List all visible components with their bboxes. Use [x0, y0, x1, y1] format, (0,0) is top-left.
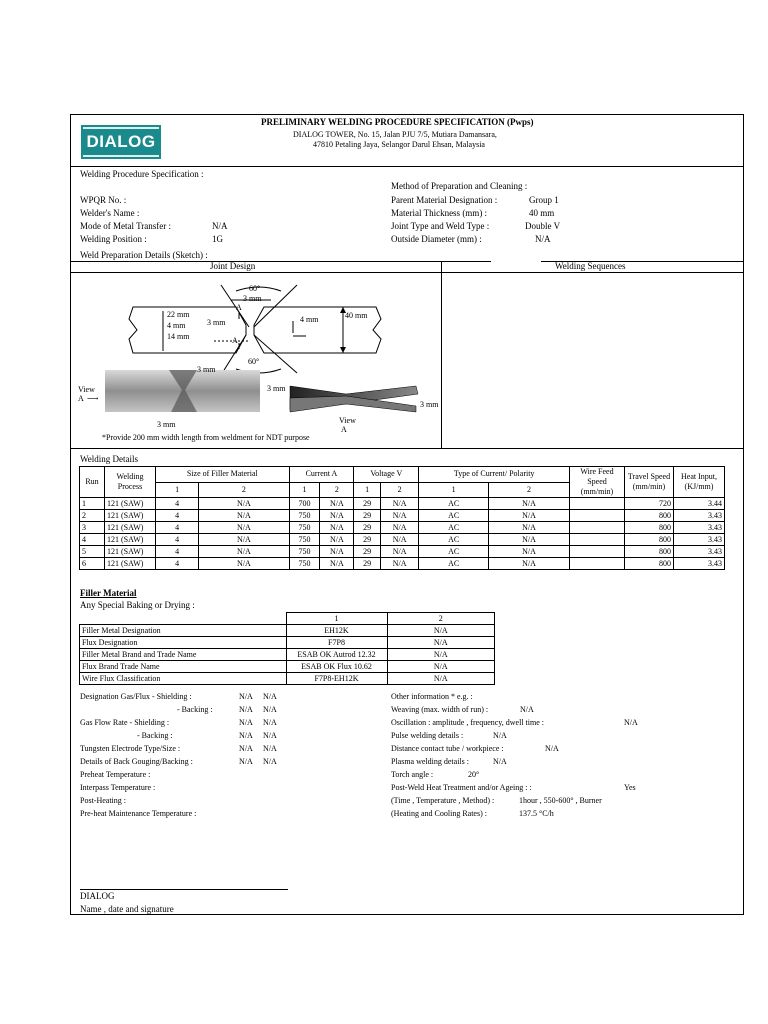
- diameter-label: Outside Diameter (mm) :: [391, 234, 482, 244]
- cell-p1: AC: [419, 498, 489, 510]
- address-line-2: 47810 Petaling Jaya, Selangor Darul Ehsan, Malaysia: [313, 140, 485, 149]
- cell-p1: AC: [419, 546, 489, 558]
- sketch-bottom-divider: [71, 448, 743, 449]
- distance-value: N/A: [545, 744, 559, 753]
- wps-label: Welding Procedure Specification :: [80, 169, 204, 179]
- cell-process: 121 (SAW): [105, 522, 156, 534]
- filler-material-heading: Filler Material: [80, 588, 137, 598]
- col-filler: Size of Filler Material: [156, 467, 290, 483]
- preheat-maint-label: Pre-heat Maintenance Temperature :: [80, 809, 197, 818]
- cell-v1: 29: [354, 558, 381, 570]
- plasma-value: N/A: [493, 757, 507, 766]
- cell-v1: 29: [354, 498, 381, 510]
- weld-prep-label: Weld Preparation Details (Sketch) :: [80, 250, 208, 260]
- filler-cell-label: Flux Brand Trade Name: [80, 661, 287, 673]
- cell-p2: N/A: [488, 522, 569, 534]
- cell-c1: 750: [289, 534, 320, 546]
- dim-14mm-label: 14 mm: [167, 332, 190, 341]
- cell-wire: [570, 522, 625, 534]
- filler-row: [80, 637, 495, 649]
- filler-corner: [80, 613, 287, 625]
- cell-v2: N/A: [380, 498, 418, 510]
- cell-c1: 750: [289, 522, 320, 534]
- cell-process: 121 (SAW): [105, 534, 156, 546]
- table-row: [80, 534, 725, 546]
- cell-p2: N/A: [488, 546, 569, 558]
- cell-run: 5: [80, 546, 105, 558]
- section-a-bottom-label: A: [232, 336, 238, 345]
- cell-v1: 29: [354, 546, 381, 558]
- cell-c2: N/A: [320, 498, 354, 510]
- distortion-dim-3mm-2: 3 mm: [420, 400, 439, 409]
- distance-label: Distance contact tube / workpiece :: [391, 744, 504, 753]
- photo-dim-3mm-top: 3 mm: [197, 365, 216, 374]
- weaving-label: Weaving (max. width of run) :: [391, 705, 489, 714]
- flow-shield-value-1: N/A: [239, 718, 253, 727]
- view2-a-label: A: [341, 425, 347, 434]
- dim-4mm-right-label: 4 mm: [300, 315, 319, 324]
- transfer-value: N/A: [212, 221, 228, 231]
- tungsten-label: Tungsten Electrode Type/Size :: [80, 744, 181, 753]
- cell-c1: 750: [289, 546, 320, 558]
- pwht-method-value: 1hour , 550-600° , Burner: [519, 796, 602, 805]
- other-info-label: Other information * e.g. :: [391, 692, 473, 701]
- document-title: PRELIMINARY WELDING PROCEDURE SPECIFICATION (Pwps): [261, 117, 534, 127]
- col-travel: Travel Speed (mm/min): [625, 467, 674, 498]
- filler-cell-v1: EH12K: [286, 625, 387, 637]
- thickness-label: Material Thickness (mm) :: [391, 208, 488, 218]
- flow-shield-value-2: N/A: [263, 718, 277, 727]
- cell-travel: 800: [625, 546, 674, 558]
- bevel-line-2: [254, 285, 297, 327]
- bevel-line-4: [254, 335, 297, 373]
- sub-voltage-2: 2: [380, 482, 418, 498]
- filler-cell-v2: N/A: [387, 625, 495, 637]
- cell-travel: 800: [625, 522, 674, 534]
- cell-heat: 3.43: [674, 558, 725, 570]
- cell-f2: N/A: [199, 558, 289, 570]
- sub-voltage-1: 1: [354, 482, 381, 498]
- cell-heat: 3.43: [674, 510, 725, 522]
- gouging-value-2: N/A: [263, 757, 277, 766]
- cell-c1: 750: [289, 558, 320, 570]
- oscillation-label: Oscillation : amplitude , frequency, dwell time :: [391, 718, 544, 727]
- sub-current-1: 1: [289, 482, 320, 498]
- col-wire-feed: Wire Feed Speed (mm/min): [570, 467, 625, 498]
- header-divider: [71, 166, 743, 167]
- cell-f1: 4: [156, 522, 199, 534]
- cell-c2: N/A: [320, 534, 354, 546]
- preheat-label: Preheat Temperature :: [80, 770, 151, 779]
- method-label: Method of Preparation and Cleaning :: [391, 181, 528, 191]
- filler-material-table: [79, 612, 495, 685]
- postheat-label: Post-Heating :: [80, 796, 126, 805]
- cell-run: 3: [80, 522, 105, 534]
- pulse-value: N/A: [493, 731, 507, 740]
- cell-wire: [570, 498, 625, 510]
- signature-company: DIALOG: [80, 891, 115, 901]
- gas-back-value-2: N/A: [263, 705, 277, 714]
- angle-top-label: 60°: [249, 284, 261, 293]
- cell-v2: N/A: [380, 510, 418, 522]
- filler-cell-label: Filler Metal Brand and Trade Name: [80, 649, 287, 661]
- flow-back-label: - Backing :: [137, 731, 173, 740]
- distortion-dim-3mm: 3 mm: [267, 384, 286, 393]
- pwht-method-label: (Time , Temperature , Method) :: [391, 796, 495, 805]
- cell-p1: AC: [419, 510, 489, 522]
- col-process: Welding Process: [105, 467, 156, 498]
- view-a-label: A: [78, 394, 84, 403]
- cell-c1: 700: [289, 498, 320, 510]
- flow-shield-label: Gas Flow Rate - Shielding :: [80, 718, 170, 727]
- table-row: [80, 510, 725, 522]
- cell-v1: 29: [354, 522, 381, 534]
- cell-f2: N/A: [199, 522, 289, 534]
- cell-v2: N/A: [380, 558, 418, 570]
- filler-cell-v2: N/A: [387, 637, 495, 649]
- cell-process: 121 (SAW): [105, 510, 156, 522]
- filler-col-2: 2: [387, 613, 495, 625]
- parent-material-value: Group 1: [529, 195, 559, 205]
- gouging-label: Details of Back Gouging/Backing :: [80, 757, 193, 766]
- cell-f2: N/A: [199, 546, 289, 558]
- view-arrow-icon: ⟶: [87, 394, 99, 403]
- cell-c1: 750: [289, 510, 320, 522]
- cell-heat: 3.43: [674, 546, 725, 558]
- sub-filler-1: 1: [156, 482, 199, 498]
- cell-f1: 4: [156, 546, 199, 558]
- cell-heat: 3.44: [674, 498, 725, 510]
- filler-cell-v2: N/A: [387, 673, 495, 685]
- cell-f1: 4: [156, 498, 199, 510]
- filler-row: [80, 661, 495, 673]
- cell-wire: [570, 558, 625, 570]
- gas-shield-value-1: N/A: [239, 692, 253, 701]
- cell-f1: 4: [156, 510, 199, 522]
- table-row: [80, 522, 725, 534]
- cell-p1: AC: [419, 558, 489, 570]
- cell-f1: 4: [156, 558, 199, 570]
- weld-macro-photo: [105, 370, 260, 412]
- rates-label: (Heating and Cooling Rates) :: [391, 809, 487, 818]
- photo-dim-3mm-bottom: 3 mm: [157, 420, 176, 429]
- sketch-top-divider: [71, 261, 491, 262]
- baking-label: Any Special Baking or Drying :: [80, 600, 195, 610]
- welding-sequences-heading: Welding Sequences: [555, 261, 626, 271]
- col-polarity: Type of Current/ Polarity: [419, 467, 570, 483]
- tungsten-value-1: N/A: [239, 744, 253, 753]
- cell-p1: AC: [419, 534, 489, 546]
- dim-4mm-label: 4 mm: [167, 321, 186, 330]
- sub-polarity-2: 2: [488, 482, 569, 498]
- cell-f2: N/A: [199, 534, 289, 546]
- torch-value: 20°: [468, 770, 480, 779]
- cell-heat: 3.43: [674, 534, 725, 546]
- cell-wire: [570, 510, 625, 522]
- logo-text: DIALOG: [86, 132, 156, 151]
- filler-cell-label: Filler Metal Designation: [80, 625, 287, 637]
- filler-cell-v2: N/A: [387, 649, 495, 661]
- distortion-sketch: [286, 378, 426, 418]
- table-row: [80, 498, 725, 510]
- cell-v2: N/A: [380, 522, 418, 534]
- filler-col-1: 1: [286, 613, 387, 625]
- sub-filler-2: 2: [199, 482, 289, 498]
- welding-details-table: [79, 466, 725, 570]
- cell-process: 121 (SAW): [105, 498, 156, 510]
- dim-40mm-label: 40 mm: [345, 311, 368, 320]
- cell-travel: 800: [625, 510, 674, 522]
- cell-p2: N/A: [488, 510, 569, 522]
- col-run: Run: [80, 467, 105, 498]
- view-label: View: [78, 385, 95, 394]
- position-value: 1G: [212, 234, 223, 244]
- dialog-logo: [81, 125, 161, 159]
- cell-run: 6: [80, 558, 105, 570]
- joint-design-heading: Joint Design: [210, 261, 256, 271]
- cell-wire: [570, 534, 625, 546]
- cell-wire: [570, 546, 625, 558]
- address-line-1: DIALOG TOWER, No. 15, Jalan PJU 7/5, Mutiara Damansara,: [293, 130, 497, 139]
- cell-v2: N/A: [380, 534, 418, 546]
- welder-name-label: Welder's Name :: [80, 208, 140, 218]
- pulse-label: Pulse welding details :: [391, 731, 464, 740]
- cell-v2: N/A: [380, 546, 418, 558]
- cell-travel: 800: [625, 534, 674, 546]
- cell-f2: N/A: [199, 498, 289, 510]
- wpqr-label: WPQR No. :: [80, 195, 127, 205]
- interpass-label: Interpass Temperature :: [80, 783, 156, 792]
- flow-back-value-1: N/A: [239, 731, 253, 740]
- section-a-top-label: A: [236, 303, 242, 312]
- cell-f2: N/A: [199, 510, 289, 522]
- filler-cell-label: Wire Flux Classification: [80, 673, 287, 685]
- cell-c2: N/A: [320, 546, 354, 558]
- cell-run: 2: [80, 510, 105, 522]
- filler-cell-v1: F7P8: [286, 637, 387, 649]
- filler-row: [80, 673, 495, 685]
- torch-label: Torch angle :: [391, 770, 434, 779]
- cell-p2: N/A: [488, 498, 569, 510]
- signature-caption: Name , date and signature: [80, 904, 174, 914]
- table-row: [80, 546, 725, 558]
- table-row: [80, 558, 725, 570]
- col-current: Current A: [289, 467, 354, 483]
- cell-run: 1: [80, 498, 105, 510]
- pwht-value: Yes: [624, 783, 636, 792]
- filler-cell-label: Flux Designation: [80, 637, 287, 649]
- oscillation-value: N/A: [624, 718, 638, 727]
- document-frame: [70, 114, 744, 915]
- pwht-label: Post-Weld Heat Treatment and/or Ageing : :: [391, 783, 532, 792]
- rates-value: 137.5 °C/h: [519, 809, 554, 818]
- flow-back-value-2: N/A: [263, 731, 277, 740]
- view2-label: View: [339, 416, 356, 425]
- arrowhead-40-bottom: [340, 347, 346, 353]
- signature-line: [80, 889, 288, 890]
- gas-shield-label: Designation Gas/Flux - Shielding :: [80, 692, 192, 701]
- gas-shield-value-2: N/A: [263, 692, 277, 701]
- dim-22mm-label: 22 mm: [167, 310, 190, 319]
- cell-heat: 3.43: [674, 522, 725, 534]
- sub-polarity-1: 1: [419, 482, 489, 498]
- ndt-note: *Provide 200 mm width length from weldment for NDT purpose: [102, 433, 310, 442]
- dim-3mm-top-label: 3 mm: [243, 294, 262, 303]
- sketch-column-divider: [441, 261, 442, 448]
- filler-cell-v2: N/A: [387, 661, 495, 673]
- cell-travel: 720: [625, 498, 674, 510]
- plasma-label: Plasma welding details :: [391, 757, 469, 766]
- cell-v1: 29: [354, 510, 381, 522]
- filler-cell-v1: ESAB OK Autrod 12.32: [286, 649, 387, 661]
- thickness-value: 40 mm: [529, 208, 555, 218]
- cell-process: 121 (SAW): [105, 546, 156, 558]
- cell-v1: 29: [354, 534, 381, 546]
- welding-details-heading: Welding Details: [80, 454, 139, 464]
- cell-process: 121 (SAW): [105, 558, 156, 570]
- joint-type-label: Joint Type and Weld Type :: [391, 221, 490, 231]
- angle-bottom-label: 60°: [248, 357, 260, 366]
- filler-cell-v1: F7P8-EH12K: [286, 673, 387, 685]
- cell-run: 4: [80, 534, 105, 546]
- cell-p2: N/A: [488, 534, 569, 546]
- sub-current-2: 2: [320, 482, 354, 498]
- dim-3mm-gap-label: 3 mm: [207, 318, 226, 327]
- gouging-value-1: N/A: [239, 757, 253, 766]
- tungsten-value-2: N/A: [263, 744, 277, 753]
- cell-c2: N/A: [320, 522, 354, 534]
- transfer-label: Mode of Metal Transfer :: [80, 221, 171, 231]
- filler-row: [80, 625, 495, 637]
- cell-f1: 4: [156, 534, 199, 546]
- gas-back-label: - Backing :: [177, 705, 213, 714]
- col-heat: Heat Input, (KJ/mm): [674, 467, 725, 498]
- cell-p2: N/A: [488, 558, 569, 570]
- cell-travel: 800: [625, 558, 674, 570]
- gas-back-value-1: N/A: [239, 705, 253, 714]
- position-label: Welding Position :: [80, 234, 147, 244]
- diameter-value: N/A: [535, 234, 551, 244]
- filler-row: [80, 649, 495, 661]
- cell-p1: AC: [419, 522, 489, 534]
- joint-type-value: Double V: [525, 221, 561, 231]
- weaving-value: N/A: [520, 705, 534, 714]
- cell-c2: N/A: [320, 510, 354, 522]
- col-voltage: Voltage V: [354, 467, 419, 483]
- parent-material-label: Parent Material Designation :: [391, 195, 498, 205]
- filler-cell-v1: ESAB OK Flux 10.62: [286, 661, 387, 673]
- cell-c2: N/A: [320, 558, 354, 570]
